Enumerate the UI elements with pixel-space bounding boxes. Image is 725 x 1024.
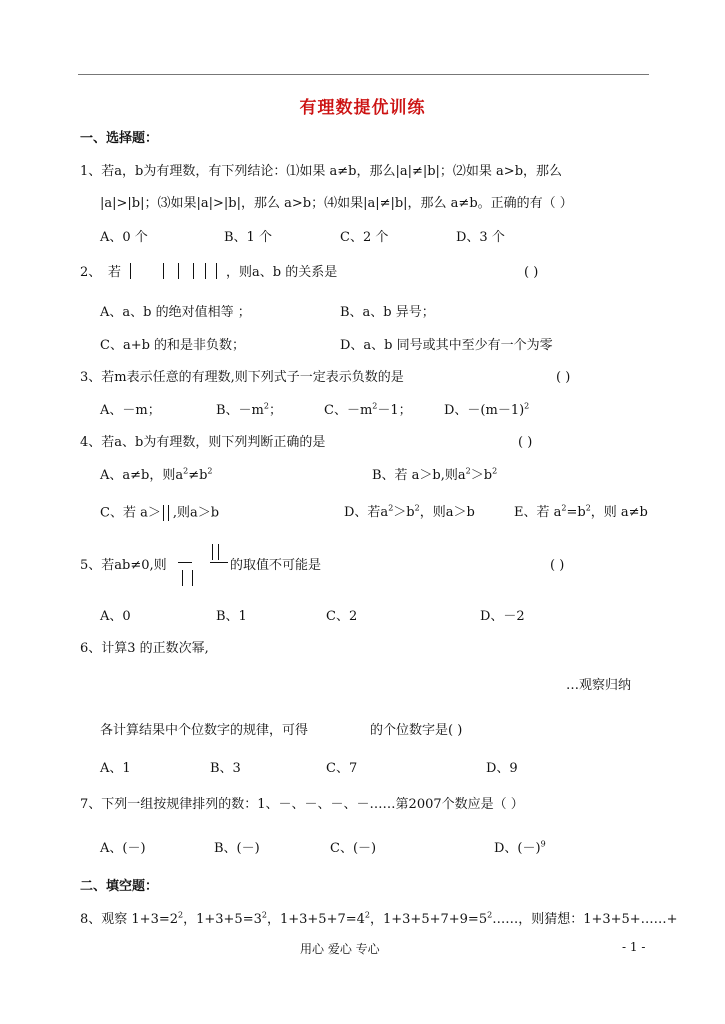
q3-answer-paren: ( ) — [556, 370, 571, 385]
q4-stem: 4、若a、b为有理数，则下列判断正确的是 — [80, 435, 326, 450]
q1-line2: |a|>|b|；⑶如果|a|>|b|，那么 a>b；⑷如果|a|≠|b|，那么 a≠b。正确的有（ ） — [100, 196, 573, 211]
q2-option-d: D、a、b 同号或其中至少有一个为零 — [340, 338, 553, 353]
q7-option-c: C、(－) — [330, 841, 377, 856]
q6-line2-pre: 各计算结果中个位数字的规律，可得 — [100, 723, 309, 738]
q4-option-e: E、若 $a^2=b^2$，则 a≠b — [514, 503, 648, 520]
q3-stem: 3、若m表示任意的有理数,则下列式子一定表示负数的是 — [80, 370, 404, 385]
q1-line1: 1、若a，b为有理数，有下列结论：⑴如果 a≠b，那么|a|≠|b|；⑵如果 a>b，那么 — [80, 164, 563, 179]
q6-option-b: B、3 — [210, 761, 241, 776]
q1-option-a: A、0 个 — [100, 230, 148, 245]
q6-option-a: A、1 — [100, 761, 131, 776]
q6-option-d: D、9 — [486, 761, 518, 776]
section-heading-choice: 一、选择题： — [80, 131, 159, 146]
q7-option-d: D、$(-)^9$ — [494, 839, 546, 856]
q3-option-c: C、$-m^2-1$； — [324, 401, 412, 418]
q3-option-d: D、$-(m-1)^2$ — [444, 401, 530, 418]
q2-option-a: A、a、b 的绝对值相等 ； — [100, 305, 251, 320]
q5-option-a: A、0 — [100, 609, 131, 624]
q5-option-d: D、－2 — [480, 609, 525, 624]
q2-abs-bars — [130, 263, 217, 280]
q4-option-a: A、a≠b，则$a^2\ne b^2$ — [100, 466, 213, 483]
q5-stem-pre: 5、若ab≠0,则 — [80, 558, 167, 573]
page-number: - 1 - — [622, 940, 646, 954]
q5-stem-post: 的取值不可能是 — [230, 558, 322, 573]
q2-number: 2、 — [80, 265, 102, 280]
header-rule — [78, 74, 649, 75]
q6-stem: 6、计算3 的正数次幂, — [80, 641, 209, 656]
q4-option-c: C、若 a＞ ,则a＞b — [100, 505, 220, 521]
q7-option-a: A、(－) — [100, 841, 146, 856]
q5-option-b: B、1 — [216, 609, 247, 624]
q4-answer-paren: ( ) — [518, 435, 533, 450]
q1-option-c: C、2 个 — [340, 230, 389, 245]
q7-option-b: B、(－) — [214, 841, 260, 856]
q7-stem: 7、下列一组按规律排列的数：1、－、－、－、－……第2007个数应是（ ） — [80, 797, 524, 812]
q1-option-d: D、3 个 — [456, 230, 505, 245]
q5-fraction-expression — [178, 540, 230, 590]
q1-option-b: B、1 个 — [224, 230, 272, 245]
q4-option-b: B、若 a＞b,则$a^2>b^2$ — [372, 466, 498, 483]
q6-option-c: C、7 — [326, 761, 358, 776]
q5-option-c: C、2 — [326, 609, 358, 624]
q5-answer-paren: ( ) — [550, 558, 565, 573]
q2-option-b: B、a、b 异号； — [340, 305, 435, 320]
q2-ruo: 若 — [108, 265, 122, 280]
q6-observe: …观察归纳 — [566, 678, 632, 693]
q4-option-d: D、若$a^2>b^2$，则a＞b — [344, 503, 475, 520]
page-title: 有理数提优训练 — [299, 98, 426, 118]
q2-answer-paren: ( ) — [524, 265, 539, 280]
q2-stem-end: ，则a、b 的关系是 — [226, 265, 338, 280]
q6-line2-post: 的个位数字是( ) — [370, 723, 463, 738]
footer-slogan: 用心 爱心 专心 — [300, 942, 380, 956]
q3-option-a: A、－m； — [100, 403, 161, 418]
q8-text: 8、观察 $1+3=2^2$，$1+3+5=3^2$，$1+3+5+7=4^2$，$1+3+5+7+9=5^2\dots\dots$，则猜想：1+3+5+……+ — [80, 910, 678, 927]
section-heading-fill: 二、填空题： — [80, 879, 159, 894]
q3-option-b: B、$-m^2$； — [216, 401, 282, 418]
q2-option-c: C、a+b 的和是非负数； — [100, 338, 246, 353]
